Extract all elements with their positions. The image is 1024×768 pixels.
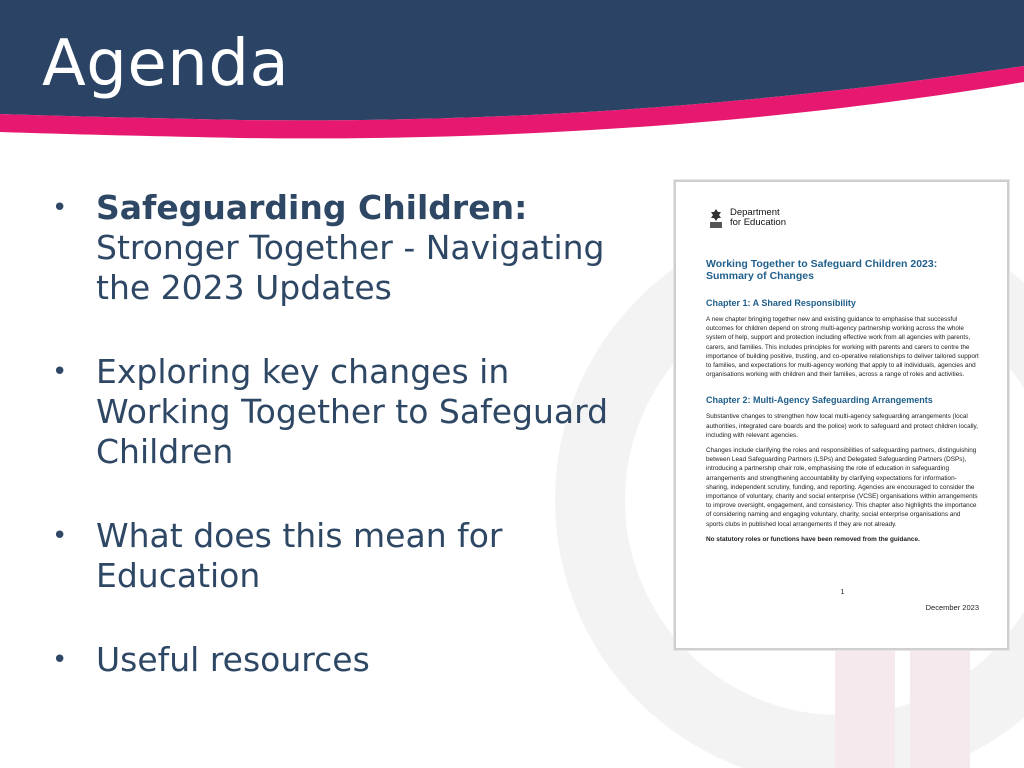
slide-title: Agenda — [42, 27, 290, 101]
agenda-item-text: Stronger Together - Navigating the 2023 Updates — [96, 228, 605, 307]
chapter2-text: Changes include clarifying the roles and responsibilities of safeguarding partners, distinguishing between Lead Safeguarding Partners (LSPs) and Delegated Safeguarding Partners (DSPs), introducing a partnership chair role, emphasising the role of education in safeguarding arrangements and strengthening accountability by clarifying expectations for information-sharing, independent scrutiny, funding, and reporting. Agencies are encouraged to consider the importance of voluntary, charity and social enterprise (VCSE) organisations within arrangements to improve oversight, engagement, and consistency. This chapter also highlights the importance of considering naming and engaging voluntary, charity, social enterprise organisations and sports clubs in published local arrangements if they are not already. — [706, 447, 978, 528]
bullet-icon: • — [52, 193, 68, 223]
chapter1-text: A new chapter bringing together new and existing guidance to emphasise that successful outcomes for children depend on strong multi-agency partnership working across the whole system of help, support and protection including effective work from all agencies with parents, carers, and families. This includes principles for working with parents and carers to centre the importance of building positive, trusting, and co-operative relationships to deliver tailored support to families, and expectations for multi-agency working that apply to all individuals, agencies and organisations working with children and their families, across a range of roles and activities. — [706, 316, 979, 379]
royal-crest-icon — [706, 208, 726, 230]
department-name-line: for Education — [730, 217, 786, 228]
agenda-item-text: Useful resources — [96, 640, 370, 679]
agenda-item-text: Exploring key changes in Working Together to Safeguard Children — [96, 352, 609, 471]
document-date: December 2023 — [925, 603, 979, 612]
agenda-list — [52, 188, 652, 724]
chapter2-heading: Chapter 2: Multi-Agency Safeguarding Arrangements — [706, 395, 933, 406]
agenda-item — [52, 640, 652, 680]
document-title — [706, 258, 979, 282]
document-preview — [674, 180, 1009, 650]
page-number: 1 — [840, 589, 845, 596]
document-title-line: Working Together to Safeguard Children 2023: — [706, 258, 938, 270]
bullet-icon: • — [52, 645, 68, 675]
agenda-item — [52, 352, 652, 472]
bullet-icon: • — [52, 521, 68, 551]
agenda-item — [52, 188, 652, 308]
agenda-item-text: What does this mean for Education — [96, 516, 503, 595]
document-page — [706, 208, 979, 632]
department-logo — [706, 208, 979, 230]
agenda-item — [52, 516, 652, 596]
chapter2-note: No statutory roles or functions have been removed from the guidance. — [706, 535, 920, 543]
agenda-item-heading: Safeguarding Children: — [96, 188, 528, 227]
document-title-line: Summary of Changes — [706, 270, 814, 282]
chapter1-heading: Chapter 1: A Shared Responsibility — [706, 298, 856, 308]
chapter2-text: Substantive changes to strengthen how local multi-agency safeguarding arrangements (local authorities, integrated care boards and the police) work to safeguard and protect children locally, including with relevant agencies. — [706, 413, 978, 439]
department-name-line: Department — [730, 207, 780, 218]
bullet-icon: • — [52, 357, 68, 387]
